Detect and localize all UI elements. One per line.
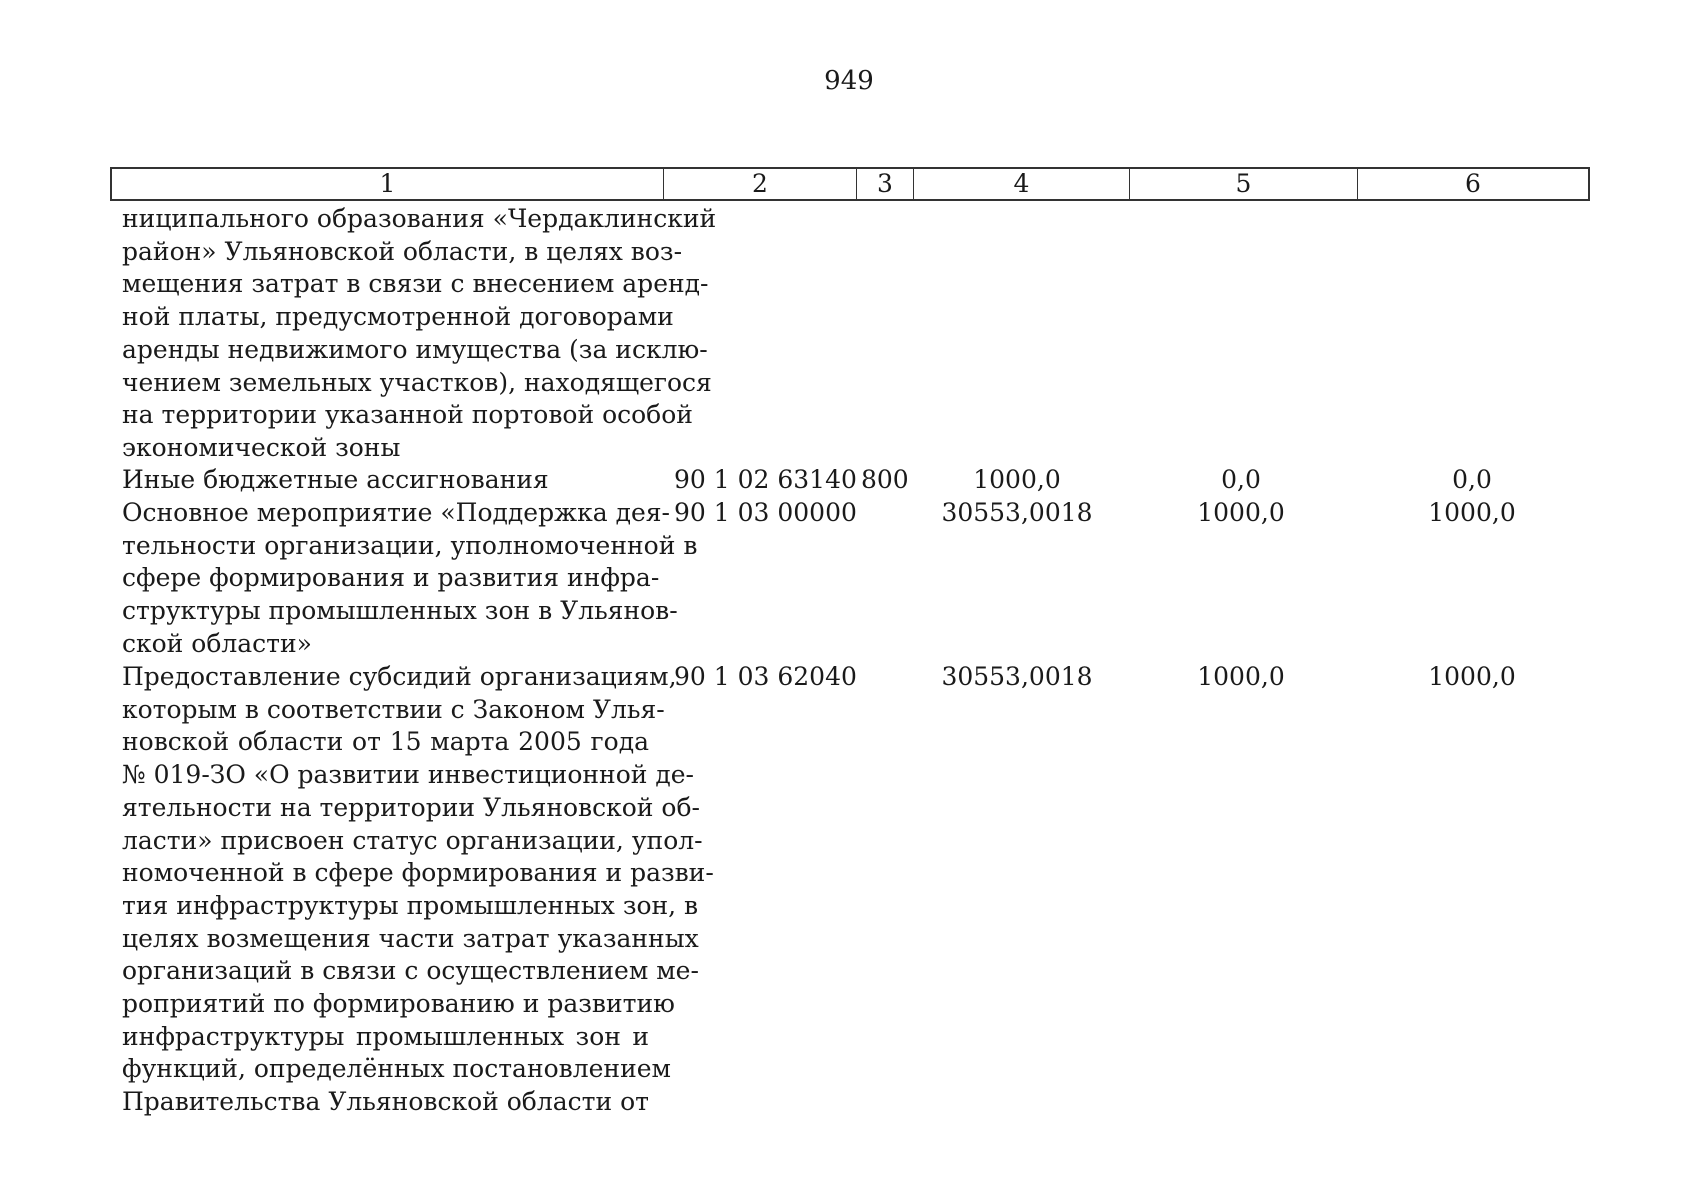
description-line: на территории указанной портовой особой	[122, 400, 693, 430]
description-line: ласти» присвоен статус организации, упол-	[122, 825, 703, 855]
column-header-1: 1	[112, 169, 664, 199]
amount-column-4: 1000,0	[973, 465, 1061, 494]
description-line: которым в соответствии с Законом Улья-	[122, 694, 665, 724]
amount-column-6: 0,0	[1452, 465, 1492, 494]
page-number: 949	[824, 66, 874, 96]
description-line: целях возмещения части затрат указанных	[122, 923, 699, 953]
description-line: чением земельных участков), находящегося	[122, 367, 712, 397]
description-line: ниципального образования «Чердаклинский	[122, 204, 717, 233]
description-line: ской области»	[122, 628, 312, 658]
description-line: Предоставление субсидий организациям,	[122, 662, 677, 691]
row-description	[122, 497, 698, 661]
column-header-3: 3	[857, 169, 914, 199]
description-line: Основное мероприятие «Поддержка дея-	[122, 498, 670, 527]
row-description	[122, 203, 717, 465]
description-line: функций, определённых постановлением	[122, 1054, 671, 1084]
description-line: экономической зоны	[122, 432, 401, 462]
description-line: ятельности на территории Ульяновской об-	[122, 792, 700, 822]
amount-column-4: 30553,0018	[941, 498, 1093, 527]
amount-column-5: 1000,0	[1197, 498, 1285, 527]
description-line: инфраструктуры промышленных зон и	[122, 1021, 649, 1051]
amount-column-6: 1000,0	[1428, 662, 1516, 691]
description-line: район» Ульяновской области, в целях воз-	[122, 236, 683, 266]
column-header-2: 2	[664, 169, 857, 199]
column-header-5: 5	[1130, 169, 1358, 199]
description-line: сфере формирования и развития инфра-	[122, 563, 660, 593]
description-line: № 019-ЗО «О развитии инвестиционной де-	[122, 760, 695, 790]
amount-column-5: 1000,0	[1197, 662, 1285, 691]
expense-type-code: 800	[861, 465, 909, 494]
row-description	[122, 661, 714, 1119]
description-line: мещения затрат в связи с внесением аренд-	[122, 269, 709, 299]
description-line: номоченной в сфере формирования и разви-	[122, 858, 714, 888]
description-line: Правительства Ульяновской области от	[122, 1087, 649, 1117]
amount-column-5: 0,0	[1221, 465, 1261, 494]
description-line: аренды недвижимого имущества (за исклю-	[122, 334, 708, 364]
description-line: тельности организации, уполномоченной в	[122, 530, 698, 560]
target-article-code: 90 1 03 00000	[674, 498, 857, 527]
amount-column-4: 30553,0018	[941, 662, 1093, 691]
description-line: Иные бюджетные ассигнования	[122, 465, 549, 494]
description-line: структуры промышленных зон в Ульянов-	[122, 596, 678, 626]
column-header-6: 6	[1465, 169, 1481, 198]
description-line: ной платы, предусмотренной договорами	[122, 302, 674, 332]
description-line: организаций в связи с осуществлением ме-	[122, 956, 699, 986]
amount-column-6: 1000,0	[1428, 498, 1516, 527]
description-line: новской области от 15 марта 2005 года	[122, 727, 649, 757]
target-article-code: 90 1 02 63140	[674, 465, 857, 494]
row-description	[122, 464, 649, 497]
description-line: тия инфраструктуры промышленных зон, в	[122, 890, 699, 920]
target-article-code: 90 1 03 62040	[674, 662, 857, 691]
column-header-4: 4	[914, 169, 1130, 199]
description-line: роприятий по формированию и развитию	[122, 989, 675, 1019]
table-header	[110, 167, 1590, 201]
